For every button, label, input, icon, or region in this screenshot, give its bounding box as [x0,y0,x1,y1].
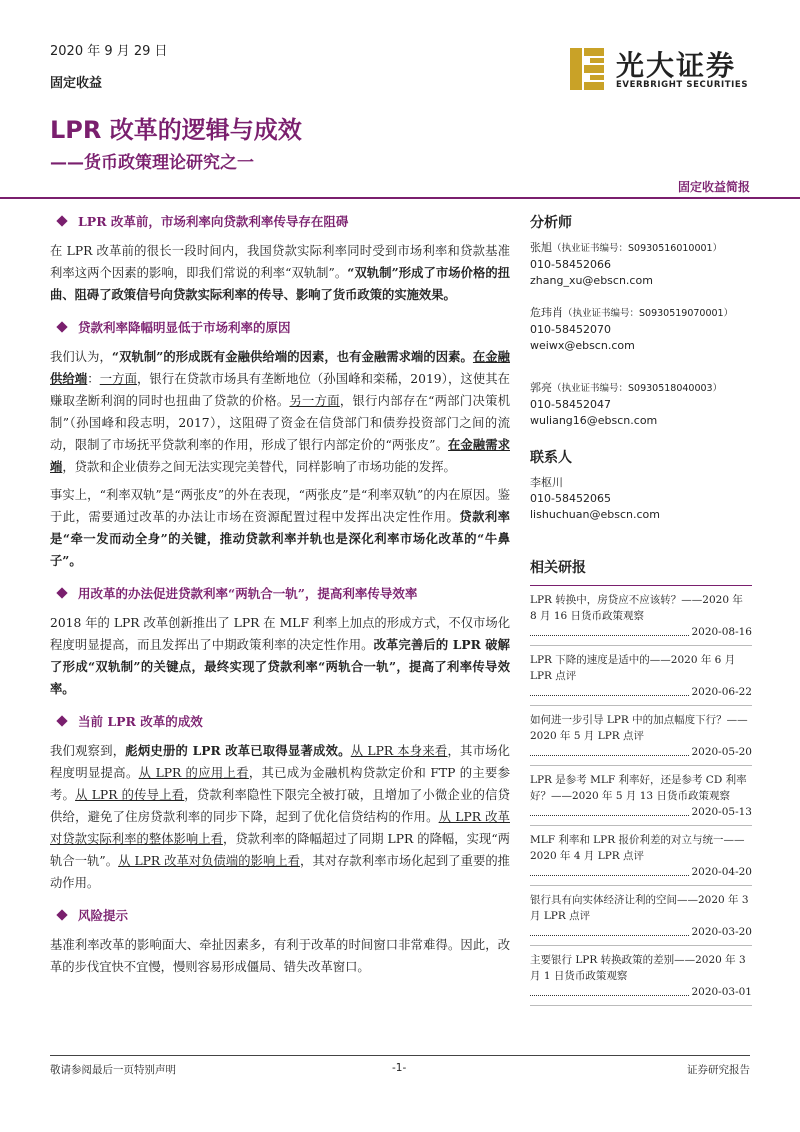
dot-leader [530,984,752,1000]
paragraph: 基准利率改革的影响面大、牵扯因素多，有利于改革的时间窗口非常难得。因此，改革的步伐宜快不宜慢，慢则容易形成僵局、错失改革窗口。 [50,938,510,974]
analyst-name: 张旭 [530,241,552,254]
diamond-bullet-icon [56,715,67,726]
text: ，其市场化程度明显提高。 [50,744,510,780]
dot-leader [530,684,752,700]
related-report-date: 2020-04-20 [691,866,752,878]
related-report-title[interactable]: LPR 下降的速度是适中的——2020 年 6 月 LPR 点评 [530,654,736,682]
logo-text-en: EVERBRIGHT SECURITIES [616,80,749,90]
analyst-name: 危玮肖 [530,306,563,319]
dot-fill [530,804,689,816]
text: 我们观察到， [50,744,126,758]
related-report-item[interactable] [530,592,752,646]
analyst-cert: （执业证书编号：S0930518040003） [552,383,723,394]
related-report-title[interactable]: 主要银行 LPR 转换政策的差别——2020 年 3 月 1 日货币政策观察 [530,954,746,982]
analyst-card [530,380,752,429]
dot-fill [530,684,689,696]
analyst-name: 郭亮 [530,381,552,394]
underlined-text: 从 LPR 本身来看 [350,744,448,758]
analyst-email[interactable]: weiwx@ebscn.com [530,339,635,352]
paragraph [50,240,510,306]
dot-fill [530,864,689,876]
header-divider [0,197,800,199]
main-content [50,212,510,990]
diamond-bullet-icon [56,215,67,226]
text: 我们认为， [50,350,112,364]
related-report-date: 2020-08-16 [691,626,752,638]
analyst-heading: 分析师 [530,215,572,231]
related-report-item[interactable] [530,832,752,886]
text: 事实上，“利率双轨”是“两张皮”的外在表现，“两张皮”是“利率双轨”的内在原因。鉴于此，需要通过改革的办法让市场在资源配置过程中发挥出决定性作用。 [50,488,510,524]
related-report-item[interactable] [530,772,752,826]
analyst-phone: 010-58452070 [530,323,611,336]
section-heading-text: 风险提示 [78,908,129,923]
section-heading [50,906,510,924]
section-heading [50,584,510,602]
section-5 [50,906,510,978]
analyst-name-line [530,305,752,322]
underlined-text: 一方面 [99,372,137,386]
report-category: 固定收益 [50,76,103,91]
underlined-text: 从 LPR 改革对贷款实际利率的整体影响上看 [50,810,510,846]
bold-text: 改革完善后的 LPR 破解了形成“双轨制”的关键点，最终实现了贷款利率“两轨合一轨”，提高了利率传导效率。 [50,637,510,696]
underlined-text: 从 LPR 的传导上看 [75,788,185,802]
section-3 [50,584,510,700]
analyst-email[interactable]: zhang_xu@ebscn.com [530,274,653,287]
contact-card [530,475,752,523]
section-heading [50,318,510,336]
doc-type-label: 固定收益简报 [677,180,750,194]
text: ，贷款和企业债券之间无法实现完美替代，同样影响了市场功能的发挥。 [62,460,456,474]
section-2 [50,318,510,572]
page-title: LPR 改革的逻辑与成效 [50,116,302,144]
paragraph [50,346,510,478]
text: ，银行在贷款市场具有垄断地位（孙国峰和栾稀，2019），这使其在赚取垄断利润的同时也扭曲了贷款的价格。 [50,372,510,408]
underlined-text: 在金融需求端 [50,437,510,474]
section-1 [50,212,510,306]
related-report-title[interactable]: LPR 是参考 MLF 利率好，还是参考 CD 利率好？——2020 年 5 月 13 日货币政策观察 [530,774,747,802]
everbright-logo-icon [568,46,608,92]
page-number: -1- [392,1062,407,1074]
analyst-cert: （执业证书编号：S0930519070001） [563,308,734,319]
related-divider [530,585,752,586]
related-report-date: 2020-03-01 [691,986,752,998]
text: ，银行内部存在“两部门决策机制”（孙国峰和段志明，2017），这阻碍了资金在信贷部门和债券投资部门之间的流动，限制了市场抚平贷款利率的作用，形成了银行内部定价的“两张皮”。 [50,394,510,452]
related-report-date: 2020-05-13 [691,806,752,818]
related-report-title[interactable]: 银行具有向实体经济让利的空间——2020 年 3 月 LPR 点评 [530,894,749,922]
bold-text: “双轨制”的形成既有金融供给端的因素，也有金融需求端的因素。 [111,349,473,364]
bold-text: 贷款利率是“牵一发而动全身”的关键，推动贷款利率并轨也是深化利率市场化改革的“牛鼻子”。 [50,509,510,568]
dot-leader [530,864,752,880]
paragraph [50,740,510,894]
text: 2018 年的 LPR 改革创新推出了 LPR 在 MLF 利率上加点的形成方式，不仅市场化程度明显提高，而且发挥出了中期政策利率的决定性作用。 [50,616,510,652]
section-heading-text: 用改革的办法促进贷款利率“两轨合一轨”，提高利率传导效率 [78,586,418,601]
related-report-date: 2020-03-20 [691,926,752,938]
underlined-text: 从 LPR 的应用上看 [138,766,249,780]
dot-fill [530,924,689,936]
bold-text: 彪炳史册的 LPR 改革已取得显著成效。 [125,743,351,758]
paragraph [50,612,510,700]
section-heading-text: 贷款利率降幅明显低于市场利率的原因 [78,320,291,335]
text: 在 LPR 改革前的很长一段时间内，我国贷款实际利率同时受到市场利率和贷款基准利率这两个因素的影响，即我们常说的利率“双轨制”。 [50,244,510,280]
text: ，贷款利率隐性下限完全被打破，且增加了小微企业的信贷供给，避免了住房贷款利率的同步下降，起到了优化信贷结构的作用。 [50,788,510,824]
bold-text: “双轨制”形成了市场价格的扭曲、阻碍了政策信号向贷款实际利率的传导、影响了货币政策的实施效果。 [50,265,510,302]
underlined-text: 从 LPR 改革对负债端的影响上看 [118,854,301,868]
dot-leader [530,744,752,760]
related-report-title[interactable]: LPR 转换中，房贷应不应该转？——2020 年 8 月 16 日货币政策观察 [530,594,743,622]
section-heading-text: LPR 改革前，市场利率向贷款利率传导存在阻碍 [78,214,349,229]
analyst-name-line [530,380,752,397]
text: ，贷款利率的降幅超过了同期 LPR 的降幅，实现“两轨合一轨”。 [50,832,510,868]
related-report-item[interactable] [530,652,752,706]
analyst-cert: （执业证书编号：S0930516010001） [552,243,723,254]
related-report-date: 2020-06-22 [691,686,752,698]
analyst-phone: 010-58452066 [530,258,611,271]
analyst-phone: 010-58452047 [530,398,611,411]
text: ，其已成为金融机构贷款定价和 FTP 的主要参考。 [50,766,510,802]
related-report-item[interactable] [530,892,752,946]
dot-leader [530,624,752,640]
page-subtitle: ——货币政策理论研究之一 [50,153,254,173]
analyst-card [530,240,752,289]
related-report-item[interactable] [530,952,752,1006]
logo-text-cn: 光大证券 [616,49,737,82]
contact-phone: 010-58452065 [530,492,611,505]
contact-email[interactable]: lishuchuan@ebscn.com [530,508,660,521]
footer-disclaimer: 敬请参阅最后一页特别声明 [50,1064,176,1076]
analyst-name-line [530,240,752,257]
underlined-text: 在金融供给端 [50,349,510,386]
related-report-item[interactable] [530,712,752,766]
diamond-bullet-icon [56,587,67,598]
sidebar [530,212,752,1012]
related-reports-list [530,592,752,1006]
dot-fill [530,744,689,756]
analyst-card [530,305,752,354]
related-report-date: 2020-05-20 [691,746,752,758]
related-heading: 相关研报 [530,560,586,576]
diamond-bullet-icon [56,909,67,920]
contact-name: 李枢川 [530,476,563,489]
analyst-email[interactable]: wuliang16@ebscn.com [530,414,658,427]
text: ： [87,372,100,386]
underlined-text: 另一方面 [289,394,340,408]
dot-fill [530,984,689,996]
footer-divider [50,1055,750,1056]
report-date: 2020 年 9 月 29 日 [50,44,168,59]
brand-logo [568,44,758,92]
related-report-title[interactable]: MLF 利率和 LPR 报价利差的对立与统一——2020 年 4 月 LPR 点评 [530,834,745,862]
diamond-bullet-icon [56,321,67,332]
dot-leader [530,804,752,820]
section-heading [50,212,510,230]
dot-leader [530,924,752,940]
text: ，其对存款利率市场化起到了重要的推动作用。 [50,854,510,890]
footer-report-type: 证券研究报告 [687,1064,750,1076]
paragraph [50,484,510,572]
contact-heading: 联系人 [530,450,572,466]
dot-fill [530,624,689,636]
section-heading-text: 当前 LPR 改革的成效 [78,714,203,729]
section-4 [50,712,510,894]
related-report-title[interactable]: 如何进一步引导 LPR 中的加点幅度下行？——2020 年 5 月 LPR 点评 [530,714,748,742]
section-heading [50,712,510,730]
